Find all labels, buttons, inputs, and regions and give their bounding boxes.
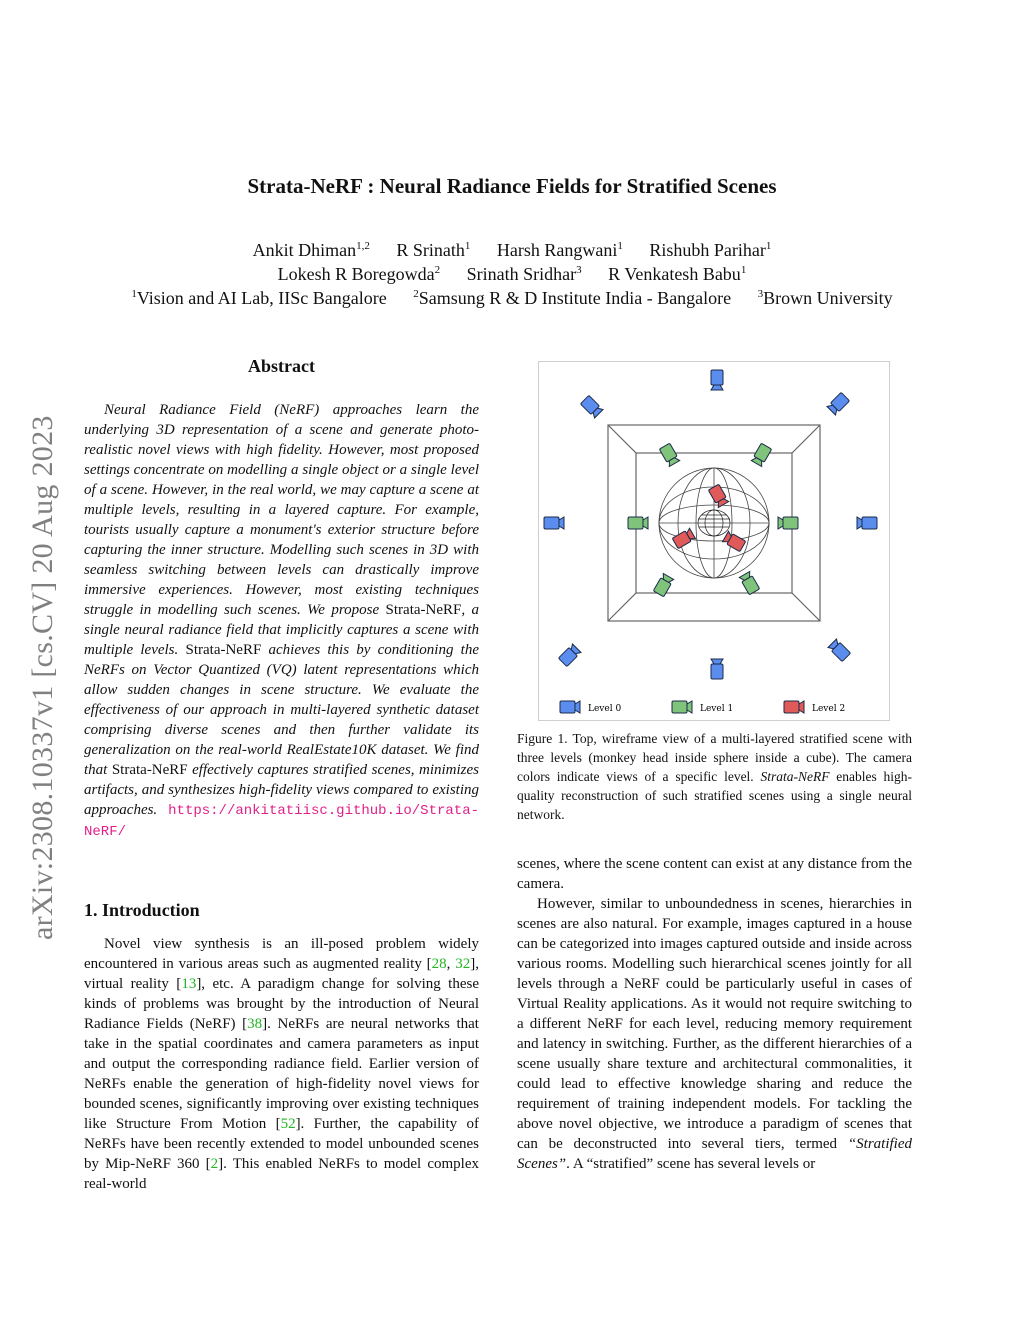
camera-level-1-icon — [778, 517, 798, 529]
figure-wireframe — [538, 361, 890, 721]
abstract-text: , a single neural radiance field that implicitly captures a scene with multiple levels. — [84, 602, 480, 658]
method-name: Strata-NeRF — [111, 762, 188, 778]
camera-level-0-icon — [711, 370, 723, 390]
method-name: Strata-NeRF — [385, 602, 462, 618]
term: “Stratified Scenes” — [517, 1136, 912, 1172]
figure-caption — [517, 729, 912, 824]
paragraph — [517, 894, 912, 1174]
paragraph: scenes, where the scene content can exist at any distance from the camera. — [517, 856, 912, 892]
legend-label: Level 1 — [700, 704, 734, 714]
introduction-continued — [517, 854, 912, 1174]
project-link[interactable]: https://ankitatiisc.github.io/Strata-NeRF/ — [84, 803, 479, 840]
camera-level-1-icon — [628, 517, 648, 529]
author: Srinath Sridhar$^3$ — [466, 264, 582, 284]
camera-level-0-icon — [544, 517, 564, 529]
body-text: , — [446, 956, 456, 972]
author: R Venkatesh Babu$^1$ — [608, 264, 747, 284]
caption-text: Figure 1. Top, wireframe view of a multi-layered stratified scene with three levels (monkey head inside sphere inside a cube). The camera colors indicate views of a specific level. — [517, 731, 912, 784]
body-text: ]. Further, the capability of NeRFs have been recently extended to model unbounded scenes by Mip-NeRF 360 [ — [84, 1116, 479, 1172]
caption-text: enables high-quality reconstruction of such stratified scenes using a single neural network. — [517, 769, 912, 822]
author: R Srinath$^1$ — [396, 240, 471, 260]
body-text: ]. NeRFs are neural networks that take in the spatial coordinates and camera parameters as input and output the corresponding radiance field. Earlier version of NeRFs enable the generation of high-fidelity novel views for bounded scenes, significantly improving over existing techniques like Structure From Motion [ — [84, 1016, 479, 1132]
camera-level-0-icon — [711, 659, 723, 679]
citation-link[interactable]: 32 — [455, 956, 471, 972]
affiliation: $^2$Samsung R & D Institute India - Bangalore — [413, 288, 732, 308]
affiliation: $^1$Vision and AI Lab, IISc Bangalore — [131, 288, 387, 308]
authors-line-1 — [0, 240, 1024, 261]
method-name: Strata-NeRF — [760, 769, 830, 784]
arxiv-identifier: arXiv:2308.10337v1 [cs.CV] 20 Aug 2023 — [26, 415, 59, 940]
legend-camera-icon — [784, 701, 804, 713]
abstract-text: achieves this by conditioning the NeRFs on Vector Quantized (VQ) latent representations which allow sudden changes in scene structure. We evaluate the effectiveness of our approach in multi-layered synthetic dataset comprising diverse scenes and then further validate its generalization on the real-world RealEstate10K dataset. We find that — [84, 642, 479, 778]
abstract-text: effectively captures stratified scenes, minimizes artifacts, and synthesizes high-fidelity views compared to existing approaches. — [84, 762, 480, 818]
legend-label: Level 2 — [812, 704, 846, 714]
citation-link[interactable]: 38 — [247, 1016, 263, 1032]
body-text: However, similar to unboundedness in scenes, hierarchies in scenes are also natural. For example, images captured in a house can be categorized into images captured outside and inside across various rooms. Modelling such hierarchical scenes jointly for all levels through a NeRF could be particularly useful in cases of Virtual Reality applications. As it would not require switching to a different NeRF for each level, reducing memory requirement and latency in switching. Further, as the different hierarchies of a scene usually share texture and architectural commonalities, it could lead to effective knowledge sharing and reduce the requirement of training independent models. For tackling the above novel objective, we introduce a paradigm of scenes that can be deconstructed into several tiers, termed — [517, 896, 912, 1152]
citation-link[interactable]: 2 — [210, 1156, 219, 1172]
section-heading-introduction: 1. Introduction — [84, 900, 200, 920]
paper-title: Strata-NeRF : Neural Radiance Fields for Stratified Scenes — [247, 174, 777, 198]
body-text: ], virtual reality [ — [84, 956, 480, 992]
citation-link[interactable]: 28 — [431, 956, 447, 972]
affiliations — [0, 288, 1024, 309]
abstract-heading: Abstract — [248, 356, 315, 376]
camera-level-0-icon — [857, 517, 877, 529]
figure-1 — [538, 361, 890, 721]
affiliation: $^3$Brown University — [757, 288, 893, 308]
legend-camera-icon — [560, 701, 580, 713]
legend-label: Level 0 — [588, 704, 622, 714]
body-text: ]. This enabled NeRFs to model complex real-world — [84, 1156, 479, 1192]
author: Harsh Rangwani$^1$ — [496, 240, 623, 260]
body-text: ], etc. A paradigm change for solving these kinds of problems was brought by the introduction of Neural Radiance Fields (NeRF) [ — [84, 976, 479, 1032]
legend-camera-icon — [672, 701, 692, 713]
author: Lokesh R Boregowda$^2$ — [277, 264, 441, 284]
citation-link[interactable]: 13 — [181, 976, 197, 992]
author: Ankit Dhiman$^{1,2}$ — [252, 240, 370, 260]
method-name: Strata-NeRF — [185, 642, 262, 658]
abstract-text: Neural Radiance Field (NeRF) approaches learn the underlying 3D representation of a scene and generate photo-realistic novel views with high fidelity. However, most proposed settings concentrate on modelling a single object or a single level of a scene. However, in the real world, we may capture a scene at multiple levels, resulting in a layered capture. For example, tourists usually capture a monument's exterior structure before capturing the inner structure. Modelling such scenes in 3D with seamless switching between levels can drastically improve immersive experiences. However, most existing techniques struggle in modelling such scenes. We propose — [84, 402, 479, 618]
citation-link[interactable]: 52 — [280, 1116, 296, 1132]
body-text: Novel view synthesis is an ill-posed problem widely encountered in various areas such as augmented reality [ — [84, 936, 479, 972]
authors-line-2 — [0, 264, 1024, 285]
body-text: . A “stratified” scene has several levels or — [566, 1156, 816, 1172]
abstract-body — [84, 400, 479, 842]
author: Rishubh Parihar$^1$ — [649, 240, 772, 260]
introduction-body — [84, 934, 479, 1194]
